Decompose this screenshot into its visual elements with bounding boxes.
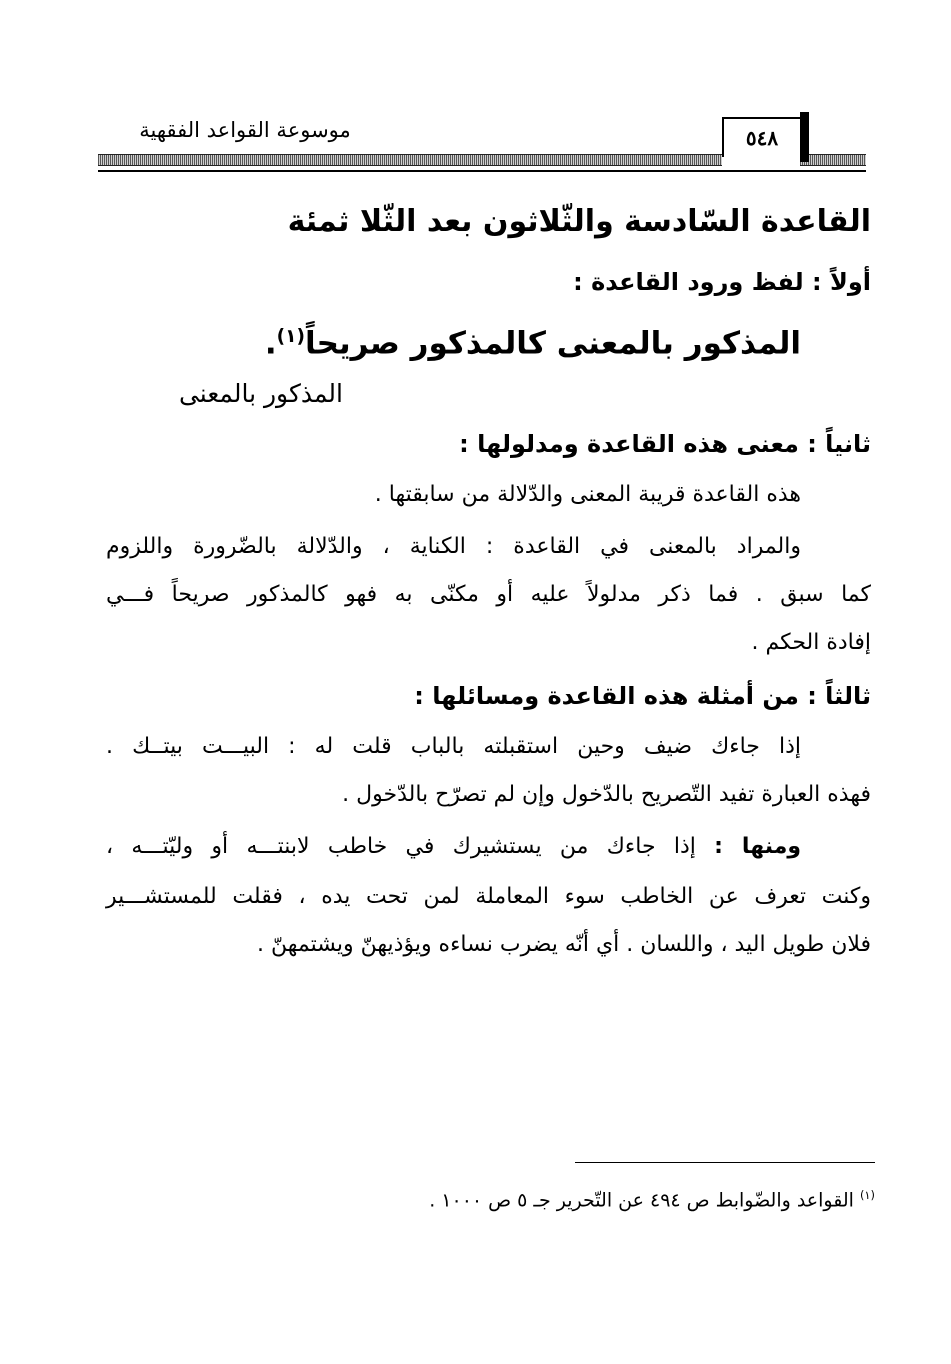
footnote-rule [575,1162,875,1163]
paragraph-2-line-3: إفادة الحكم . [751,630,871,655]
header-rule [98,170,866,172]
example-2-line-3: فلان طويل اليد ، واللسان . أي أنّه يضرب نساءه ويؤذيهنّ ويشتمهنّ . [257,932,871,957]
page-number-bar [800,112,809,162]
example-2-line-1 [106,828,801,866]
main-heading: القاعدة السّادسة والثّلاثون بعد الثّلا ثمئة [287,204,871,239]
rule-period: . [264,325,277,362]
example-2-line-1-rest: إذا جاءك من يستشيرك في خاطب لابنتـــه أو وليّتـــه ، [106,834,715,859]
footnote-1-text: القواعد والضّوابط ص ٤٩٤ عن التّحرير جـ ٥ ص ١٠٠٠ . [429,1189,854,1212]
example-2-lead: ومنها : [714,834,801,859]
paragraph-2-line-1: والمراد بالمعنى في القاعدة : الكناية ، والدّلالة بالضّرورة واللزوم [106,534,801,559]
example-1-line-1: إذا جاءك ضيف وحين استقبلته بالباب قلت له : البيـــت بيتــك . [106,734,801,759]
rule-short: المذكور بالمعنى [178,379,343,408]
rule-footnote-ref: (١) [276,326,305,347]
section3-heading: ثالثاً : من أمثلة هذه القاعدة ومسائلها : [414,682,871,710]
footnote-1 [429,1178,875,1217]
example-1-line-2: فهذه العبارة تفيد التّصريح بالدّخول وإن لم تصرّح بالدّخول . [342,782,871,807]
section2-heading: ثانياً : معنى هذه القاعدة ومدلولها : [459,430,871,458]
example-2-line-2: وكنت تعرف عن الخاطب سوء المعاملة لمن تحت يده ، فقلت للمستشـــير [106,884,871,909]
footnote-1-marker: (١) [859,1188,875,1202]
rule-statement [265,312,801,368]
page-number: ٥٤٨ [722,117,802,157]
paragraph-2-line-2: كما سبق . فما ذكر مدلولاً عليه أو مكنّى به فهو كالمذكور صريحاً فـــي [106,582,871,607]
paragraph-1: هذه القاعدة قريبة المعنى والدّلالة من سابقتها . [374,482,801,507]
rule-text: المذكور بالمعنى كالمذكور صريحاً [304,325,801,362]
section1-heading: أولاً : لفظ ورود القاعدة : [573,268,871,296]
running-title: موسوعة القواعد الفقهية [139,118,351,142]
